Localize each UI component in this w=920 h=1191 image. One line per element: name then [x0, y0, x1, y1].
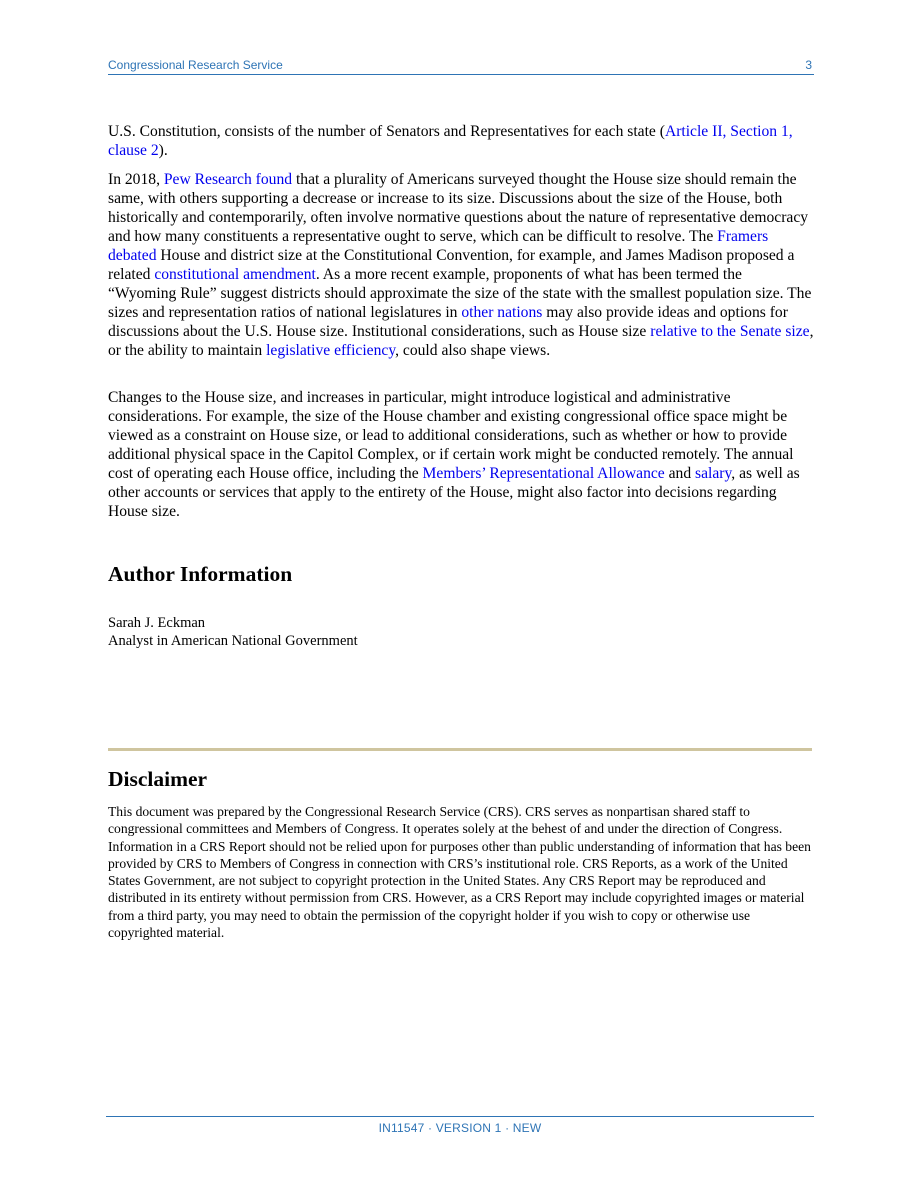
text-span: , as well as other accounts or services that apply to the entirety of the House, might also factor into decisions regarding House size.	[108, 465, 800, 520]
link-senate-size[interactable]: relative to the Senate size	[650, 323, 810, 340]
page-header	[108, 57, 814, 75]
text-span: , could also shape views.	[395, 342, 551, 359]
link-other-nations[interactable]: other nations	[461, 304, 543, 321]
text-span: that a plurality of Americans surveyed thought the House size should remain the same, with others supporting a decrease or increase to its size. Discussions about the size of the House, both historically and contemporarily, often involve normative questions about the nature of representative democracy and how many constituents a representative ought to serve, which can be difficult to resolve. The	[108, 171, 809, 245]
page-number: 3	[805, 58, 812, 72]
text-span: In 2018,	[108, 171, 164, 188]
header-title: Congressional Research Service	[108, 58, 283, 72]
author-title: Analyst in American National Government	[108, 633, 358, 649]
link-pew-research[interactable]: Pew Research found	[163, 171, 293, 188]
text-span: , or the ability to maintain	[108, 323, 814, 359]
link-legislative-efficiency[interactable]: legislative efficiency	[266, 342, 396, 359]
author-heading: Author Information	[108, 562, 293, 586]
text-span: U.S. Constitution, consists of the number of Senators and Representatives for each state (	[108, 123, 665, 140]
disclaimer-text: This document was prepared by the Congressional Research Service (CRS). CRS serves as nonpartisan shared staff to congressional committees and Members of Congress. It operates solely at the behest of and under the direction of Congress. Information in a CRS Report should not be relied upon for purposes other than public understanding of information that has been provided by CRS to Members of Congress in connection with CRS’s institutional role. CRS Reports, as a work of the United States Government, are not subject to copyright protection in the United States. Any CRS Report may be reproduced and distributed in its entirety without permission from CRS. However, as a CRS Report may include copyrighted images or material from a third party, you may need to obtain the permission of the copyright holder if you wish to copy or otherwise use copyrighted material.	[108, 804, 811, 941]
text-span: may also provide ideas and options for discussions about the U.S. House size. Institutional considerations, such as House size	[108, 304, 788, 340]
footer-rule	[106, 1116, 814, 1117]
text-span: ).	[158, 142, 168, 159]
footer-text: IN11547 · VERSION 1 · NEW	[378, 1121, 542, 1135]
text-span: House and district size at the Constitutional Convention, for example, and James Madison proposed a related	[108, 247, 795, 283]
paragraph-constitution	[108, 122, 814, 168]
text-span: Changes to the House size, and increases in particular, might introduce logistical and administrative considerations. For example, the size of the House chamber and existing congressional office space might be viewed as a constraint on House size, or lead to additional considerations, such as whether or how to provide additional physical space in the Capitol Complex, or if certain work might be conducted remotely. The annual cost of operating each House office, including the	[108, 389, 794, 482]
paragraph-house-size-changes	[108, 388, 814, 529]
author-name: Sarah J. Eckman	[108, 615, 206, 631]
paragraph-pew-research	[108, 170, 814, 368]
link-constitutional-amendment[interactable]: constitutional amendment	[154, 266, 316, 283]
link-article-ii[interactable]: Article II, Section 1, clause 2	[108, 123, 793, 159]
text-span: and	[664, 465, 696, 482]
link-framers-debated[interactable]: Framers debated	[108, 228, 769, 264]
section-divider	[108, 748, 812, 751]
link-members-allowance[interactable]: Members’ Representational Allowance	[422, 465, 665, 482]
disclaimer-heading: Disclaimer	[108, 767, 208, 791]
text-span: . As a more recent example, proponents of what has been termed the “Wyoming Rule” suggest districts should approximate the size of the state with the smallest population size. The sizes and representation ratios of national legislatures in	[108, 266, 812, 321]
link-salary[interactable]: salary	[695, 465, 732, 482]
author-block	[108, 614, 358, 650]
